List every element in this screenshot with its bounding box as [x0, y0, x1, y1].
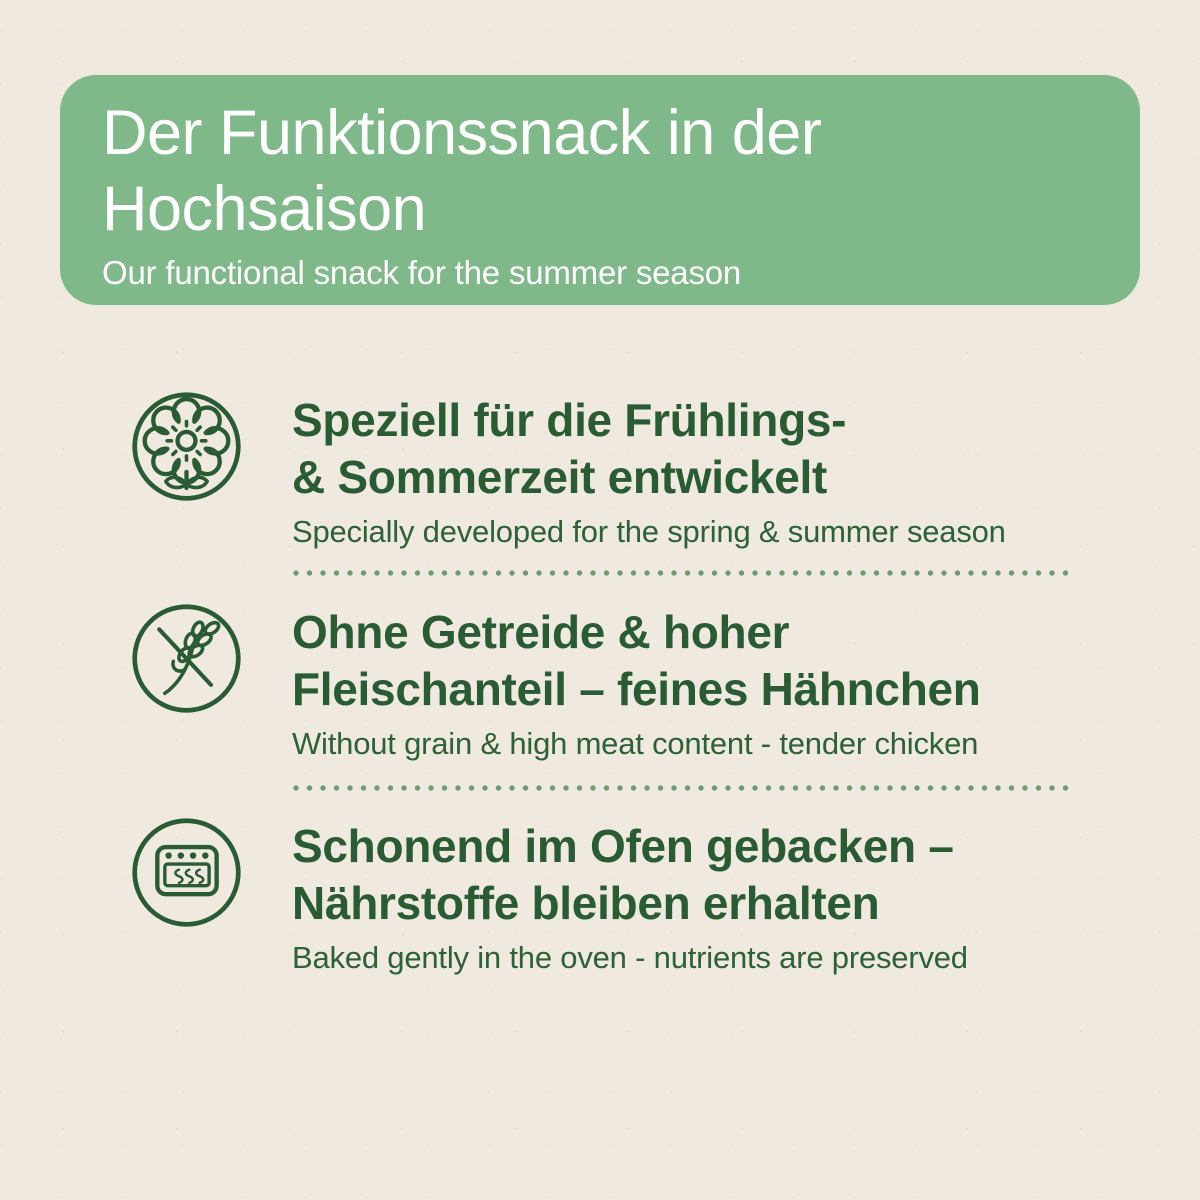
- feature-row-spring-summer: [130, 390, 1140, 551]
- dotted-divider: [292, 569, 1074, 577]
- feature-heading-line-1: Speziell für die Frühlings-: [292, 394, 847, 446]
- feature-subtext: Specially developed for the spring & summer season: [292, 514, 1006, 549]
- page-subtitle: Our functional snack for the summer season: [102, 254, 742, 291]
- no-grain-icon: [130, 602, 243, 715]
- feature-heading: [292, 604, 981, 718]
- feature-heading-line-2: & Sommerzeit entwickelt: [292, 451, 828, 503]
- feature-row-oven-baked: [130, 816, 1140, 977]
- header-banner: [60, 75, 1140, 305]
- page-title: [102, 95, 1100, 247]
- feature-heading-line-1: Ohne Getreide & hoher: [292, 606, 790, 658]
- feature-subtext: Baked gently in the oven - nutrients are preserved: [292, 940, 968, 975]
- page-title-line-2: Hochsaison: [102, 174, 427, 244]
- feature-heading-line-1: Schonend im Ofen gebacken –: [292, 820, 954, 872]
- feature-row-grain-free: [130, 602, 1140, 763]
- feature-subtext: Without grain & high meat content - tender chicken: [292, 726, 979, 761]
- feature-heading-line-2: Fleischanteil – feines Hähnchen: [292, 663, 981, 715]
- feature-heading: [292, 392, 1006, 506]
- dotted-divider: [292, 784, 1074, 792]
- oven-icon: [130, 816, 243, 929]
- flower-icon: [130, 390, 243, 503]
- feature-heading: [292, 818, 968, 932]
- feature-heading-line-2: Nährstoffe bleiben erhalten: [292, 877, 880, 929]
- page-title-line-1: Der Funktionssnack in der: [102, 98, 822, 168]
